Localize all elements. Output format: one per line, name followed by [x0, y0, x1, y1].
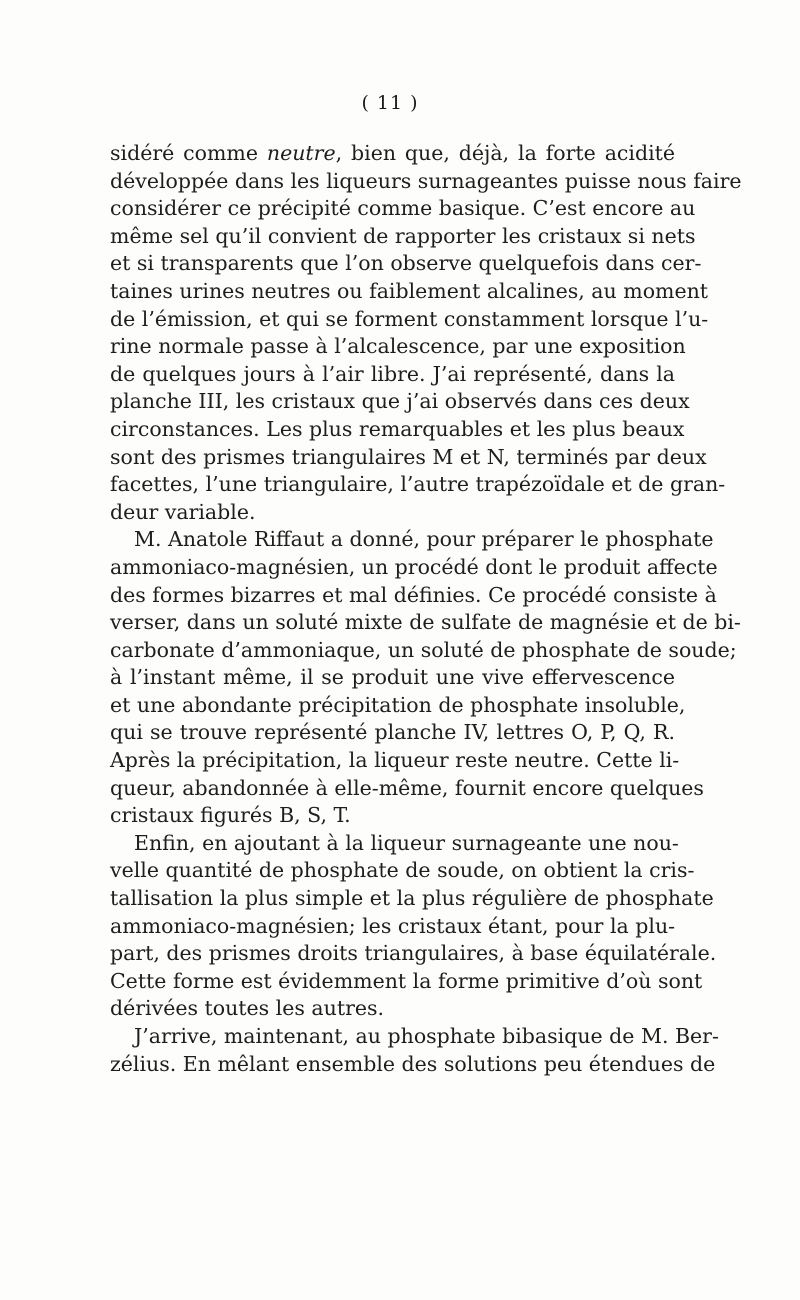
paragraph [110, 830, 717, 1023]
text-line: ammoniaco-magnésien, un procédé dont le produit affecte [110, 554, 718, 579]
text-line: même sel qu’il convient de rapporter les cristaux si nets [110, 223, 696, 248]
text-line: cristaux figurés B, S, T. [110, 803, 351, 828]
body-text [110, 140, 742, 1078]
text-line: à l’instant même, il se produit une vive effervescence [110, 665, 675, 690]
text-line: développée dans les liqueurs surnageantes puisse nous faire [110, 168, 742, 193]
text-line: verser, dans un soluté mixte de sulfate de magnésie et de bi- [110, 610, 741, 635]
text-line: carbonate d’ammoniaque, un soluté de phosphate de soude; [110, 637, 737, 662]
text-line: deur variable. [110, 499, 256, 524]
text-line: circonstances. Les plus remarquables et les plus beaux [110, 416, 685, 441]
text-line: dérivées toutes les autres. [110, 996, 385, 1021]
text-line: tallisation la plus simple et la plus régulière de phosphate [110, 886, 714, 911]
page-number: ( 11 ) [361, 92, 419, 114]
text-span: , bien que, déjà, la forte acidité [335, 141, 675, 165]
paragraph [110, 526, 741, 830]
text-line: zélius. En mêlant ensemble des solutions peu étendues de [110, 1051, 716, 1076]
text-line: sont des prismes triangulaires M et N, terminés par deux [110, 444, 707, 469]
text-line: queur, abandonnée à elle-même, fournit encore quelques [110, 775, 704, 800]
text-line: rine normale passe à l’alcalescence, par une exposition [110, 334, 686, 359]
text-line: M. Anatole Riffaut a donné, pour préparer le phosphate [134, 527, 714, 552]
text-line: de l’émission, et qui se forment constamment lorsque l’u- [110, 306, 709, 331]
text-line: taines urines neutres ou faiblement alcalines, au moment [110, 278, 709, 303]
text-line: de quelques jours à l’air libre. J’ai représenté, dans la [110, 361, 675, 386]
text-line: Après la précipitation, la liqueur reste neutre. Cette li- [110, 748, 680, 773]
text-line: ammoniaco-magnésien; les cristaux étant, pour la plu- [110, 913, 676, 938]
text-line [110, 140, 675, 168]
text-line: Cette forme est évidemment la forme primitive d’où sont [110, 968, 703, 993]
text-line: Enfin, en ajoutant à la liqueur surnageante une nou- [134, 830, 679, 855]
italic-word: neutre [266, 141, 336, 165]
text-line: part, des prismes droits triangulaires, à base équilatérale. [110, 941, 717, 966]
text-line: considérer ce précipité comme basique. C’est encore au [110, 196, 696, 221]
text-line: et une abondante précipitation de phosphate insoluble, [110, 692, 686, 717]
text-line: des formes bizarres et mal définies. Ce procédé consiste à [110, 582, 717, 607]
text-line: J’arrive, maintenant, au phosphate bibasique de M. Ber- [134, 1024, 719, 1048]
paragraph [110, 140, 742, 526]
text-line: planche III, les cristaux que j’ai observés dans ces deux [110, 389, 690, 414]
text-line: et si transparents que l’on observe quelquefois dans cer- [110, 251, 702, 276]
text-line: qui se trouve représenté planche IV, lettres O, P, Q, R. [110, 720, 675, 745]
paragraph [110, 1023, 719, 1078]
text-span: sidéré comme [110, 141, 267, 165]
text-line: velle quantité de phosphate de soude, on obtient la cris- [110, 858, 695, 883]
text-line: facettes, l’une triangulaire, l’autre trapézoïdale et de gran- [110, 472, 726, 497]
